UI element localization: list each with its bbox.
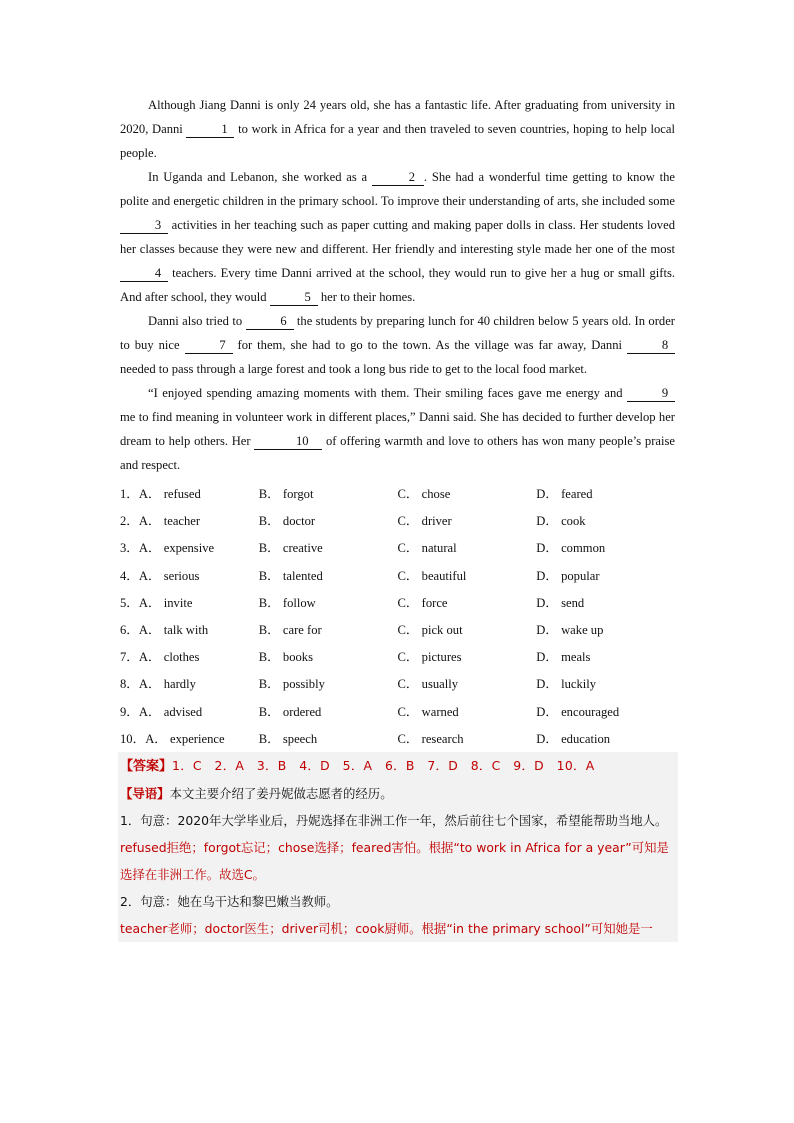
option-d[interactable]: D． feared	[536, 487, 593, 502]
question-number: 5．	[120, 595, 139, 610]
option-row	[120, 669, 675, 696]
paragraph-4	[120, 381, 675, 477]
option-b[interactable]: B． possibly	[258, 677, 325, 692]
text: her to their homes.	[317, 290, 416, 304]
blank-8[interactable]: 8	[627, 338, 675, 354]
option-a[interactable]	[120, 673, 259, 692]
option-b[interactable]: B． speech	[258, 731, 318, 746]
option-b[interactable]: B． care for	[258, 623, 322, 638]
option-a[interactable]	[120, 483, 259, 502]
option-b[interactable]: B． books	[258, 650, 313, 665]
option-d[interactable]: D． meals	[536, 650, 591, 665]
option-text: A． experience	[145, 731, 225, 746]
option-row	[120, 561, 675, 588]
option-c[interactable]: C． research	[397, 731, 464, 746]
question-number: 10．	[120, 731, 146, 746]
option-c[interactable]: C． beautiful	[397, 568, 467, 583]
answer-key: 1．C 2．A 3．B 4．D 5．A 6．B 7．D 8．C 9．D 10．A	[172, 757, 595, 773]
option-b[interactable]: B． doctor	[258, 514, 316, 529]
blank-9[interactable]: 9	[627, 386, 675, 402]
option-b[interactable]: B． forgot	[258, 487, 314, 502]
option-c[interactable]: C． force	[397, 595, 448, 610]
blank-10[interactable]: 10	[254, 434, 322, 450]
option-b[interactable]: B． talented	[258, 568, 323, 583]
option-c[interactable]: C． warned	[397, 704, 459, 719]
option-d[interactable]: D． encouraged	[536, 704, 620, 719]
blank-4[interactable]: 4	[120, 266, 168, 282]
worksheet-page	[120, 93, 675, 942]
option-text: A． advised	[138, 704, 203, 719]
q1-meaning: 1．句意：2020年大学毕业后，丹妮选择在非洲工作一年，然后前往七个国家，希望能帮助当地人。	[120, 812, 668, 828]
option-a[interactable]	[120, 510, 259, 529]
option-text: A． clothes	[138, 650, 200, 665]
guide-label: 【导语】	[120, 785, 170, 801]
option-c[interactable]: C． natural	[397, 541, 457, 556]
option-b[interactable]: B． creative	[258, 541, 323, 556]
option-text: A． talk with	[138, 623, 209, 638]
blank-5[interactable]: 5	[270, 290, 318, 306]
option-b[interactable]: B． follow	[258, 595, 316, 610]
option-row	[120, 533, 675, 560]
text: activities in her teaching such as paper cutting and making paper dolls in class. Her students loved her classes because they were new and different. Her friendly and interesting style made her one of the most	[120, 218, 675, 256]
text: Although Jiang Danni is only 24 years old, she has a fantastic life. After graduating from university in 2020, Danni	[120, 98, 675, 136]
option-text: A． serious	[138, 568, 200, 583]
text: Danni also tried to	[148, 314, 246, 328]
option-d[interactable]: D． popular	[536, 568, 600, 583]
option-row	[120, 506, 675, 533]
q2-explanation: teacher老师；doctor医生；driver司机；cook厨师。根据“in the primary school”可知她是一	[120, 920, 653, 936]
option-text: A． teacher	[138, 514, 201, 529]
blank-7[interactable]: 7	[185, 338, 233, 354]
blank-2[interactable]: 2	[372, 170, 424, 186]
question-number: 4．	[120, 568, 139, 583]
option-row	[120, 588, 675, 615]
option-a[interactable]	[120, 537, 259, 556]
option-row	[120, 697, 675, 724]
question-number: 2．	[120, 514, 139, 529]
option-text: A． invite	[138, 595, 193, 610]
text: needed to pass through a large forest and took a long bus ride to get to the local food market.	[120, 362, 588, 376]
option-d[interactable]: D． cook	[536, 514, 586, 529]
text: “I enjoyed spending amazing moments with them. Their smiling faces gave me energy and	[148, 386, 627, 400]
text: the students by preparing lunch for 40 children below 5 years old. In order to buy nice	[120, 314, 675, 352]
question-number: 8．	[120, 677, 139, 692]
options-list	[120, 479, 675, 751]
question-number: 9．	[120, 704, 139, 719]
answer-label: 【答案】	[120, 758, 173, 774]
blank-6[interactable]: 6	[246, 314, 294, 330]
text: . She had a wonderful time getting to know the polite and energetic children in the primary school. To improve their understanding of arts, she included some	[120, 170, 675, 208]
paragraph-1	[120, 93, 675, 165]
option-text: A． refused	[138, 487, 201, 502]
option-row	[120, 479, 675, 506]
option-c[interactable]: C． pictures	[397, 650, 462, 665]
text: to work in Africa for a year and then traveled to seven countries, hoping to help local people.	[120, 122, 675, 160]
question-number: 1．	[120, 487, 139, 502]
blank-3[interactable]: 3	[120, 218, 168, 234]
option-a[interactable]	[120, 728, 259, 747]
option-text: A． hardly	[138, 677, 196, 692]
option-a[interactable]	[120, 619, 259, 638]
option-d[interactable]: D． education	[536, 731, 611, 746]
guide-text: 本文主要介绍了姜丹妮做志愿者的经历。	[169, 785, 393, 801]
option-a[interactable]	[120, 701, 259, 720]
question-number: 7．	[120, 650, 139, 665]
option-d[interactable]: D． send	[536, 595, 585, 610]
text: of offering warmth and love to others has won many people’s praise and respect.	[120, 434, 675, 472]
question-number: 6．	[120, 623, 139, 638]
guide-line	[120, 780, 676, 807]
option-c[interactable]: C． pick out	[397, 623, 463, 638]
text: for them, she had to go to the town. As the village was far away, Danni	[232, 338, 627, 352]
option-a[interactable]	[120, 592, 259, 611]
option-d[interactable]: D． luckily	[536, 677, 597, 692]
answer-section	[118, 752, 678, 942]
option-c[interactable]: C． chose	[397, 487, 451, 502]
option-a[interactable]	[120, 646, 259, 665]
option-row	[120, 724, 675, 751]
q1-explanation: refused拒绝；forgot忘记；chose选择；feared害怕。根据“to work in Africa for a year”可知是选择在非洲工作。故选C。	[120, 839, 669, 882]
option-b[interactable]: B． ordered	[258, 704, 322, 719]
passage	[120, 93, 675, 477]
option-text: A． expensive	[138, 541, 215, 556]
text: teachers. Every time Danni arrived at the school, they would run to give her a hug or small gifts. And after school, they would	[120, 266, 675, 304]
option-c[interactable]: C． usually	[397, 677, 459, 692]
option-d[interactable]: D． wake up	[536, 623, 604, 638]
option-row	[120, 642, 675, 669]
text: me to find meaning in volunteer work in different places,” Danni said. She has decided to further develop her dream to help others. Her	[120, 410, 675, 448]
option-c[interactable]: C． driver	[397, 514, 452, 529]
paragraph-3	[120, 309, 675, 381]
answer-key-line	[120, 752, 676, 780]
paragraph-2	[120, 165, 675, 309]
option-d[interactable]: D． common	[536, 541, 606, 556]
text: In Uganda and Lebanon, she worked as a	[148, 170, 372, 184]
blank-1[interactable]: 1	[186, 122, 234, 138]
option-row	[120, 615, 675, 642]
option-a[interactable]	[120, 565, 259, 584]
question-number: 3．	[120, 541, 139, 556]
q2-meaning: 2．句意：她在乌干达和黎巴嫩当教师。	[120, 893, 339, 909]
